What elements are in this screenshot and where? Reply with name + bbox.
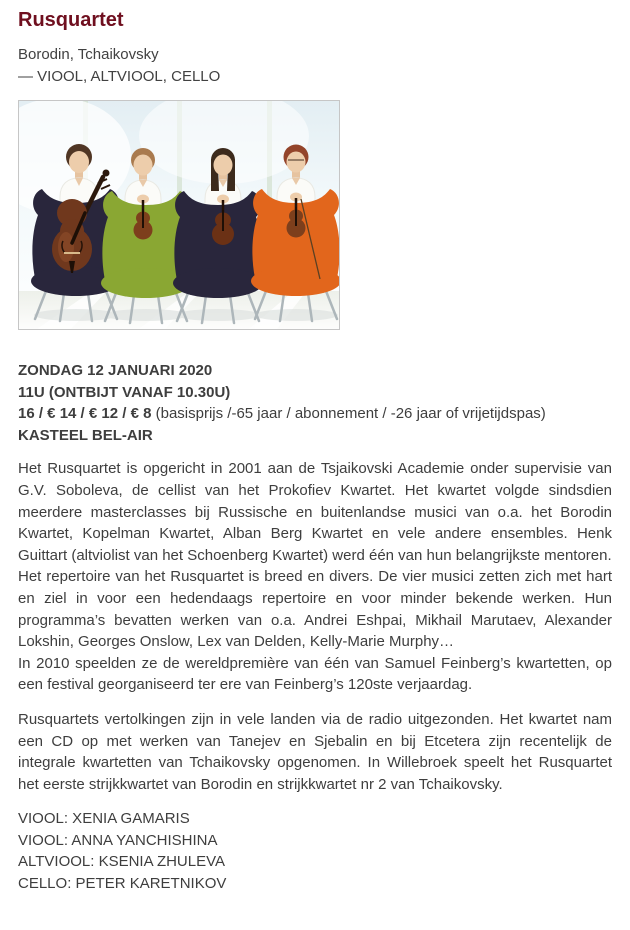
event-time: 11U (ONTBIJT VANAF 10.30U) [18,383,231,401]
quartet-photo-illustration [19,101,339,329]
lineup-item-cello: CELLO: PETER KARETNIKOV [18,875,227,893]
event-venue: KASTEEL BEL-AIR [18,426,153,444]
subtitle-block [18,44,612,88]
quartet-photo [18,100,340,330]
paragraph-recordings: Rusquartets vertolkingen zijn in vele landen via de radio uitgezonden. Het kwartet nam een CD op met werken van Tanejev en Sjebalin en bij Etcetera zijn recentelijk de integrale kwartetten van Tchaikovsky opgenomen. In Willebroek speelt het Rusquartet het eerste strijkkwartet van Borodin en strijkkwartet nr 2 van Tchaikovsky. [18,710,612,793]
lineup-list [18,808,612,894]
event-prices-amounts: 16 / € 14 / € 12 / € 8 [18,405,152,423]
event-page [0,8,630,895]
lineup-item-viool-2: VIOOL: ANNA YANCHISHINA [18,831,218,849]
paragraph-repertoire: Het repertoire van het Rusquartet is breed en divers. De vier musici zetten zich met hart en ziel in voor een hedendaags repertoire en voor minder bekende werken. Hun programma’s bevatten werken van o.a. Andrei Eshpai, Mikhail Marutaev, Alexander Lokshin, Georges Onslow, Lex van Delden, Kelly-Marie Murphy… [18,568,612,651]
lineup-item-altviool: ALTVIOOL: KSENIA ZHULEVA [18,853,226,871]
paragraph-premiere: In 2010 speelden ze de wereldpremière van één van Samuel Feinberg’s kwartetten, op een festival georganiseerd ter ere van Feinberg’s 120ste verjaardag. [18,654,612,694]
page-title: Rusquartet [18,9,124,31]
paragraph-history: Het Rusquartet is opgericht in 2001 aan de Tsjaikovski Academie onder supervisie van G.V. Soboleva, de cellist van het Prokofiev Kwartet. Het kwartet volgde sindsdien meerdere masterclasses bij Russische en buitenlandse musici van o.a. het Borodin Kwartet, Kopelman Kwartet, Alban Berg Kwartet en vele andere ensembles. Henk Guittart (altviolist van het Schoenberg Kwartet) werd één van hun belangrijkste mentoren. [18,460,612,564]
lineup-item-viool-1: VIOOL: XENIA GAMARIS [18,810,190,828]
body-copy [18,458,612,795]
event-date: ZONDAG 12 JANUARI 2020 [18,362,213,379]
event-prices-note: (basisprijs /-65 jaar / abonnement / -26 jaar of vrijetijdspas) [151,405,546,423]
instrumentation-line: — VIOOL, ALTVIOOL, CELLO [18,68,221,85]
composers-line: Borodin, Tchaikovsky [18,46,159,63]
event-prices [18,403,612,425]
event-details [18,360,612,446]
